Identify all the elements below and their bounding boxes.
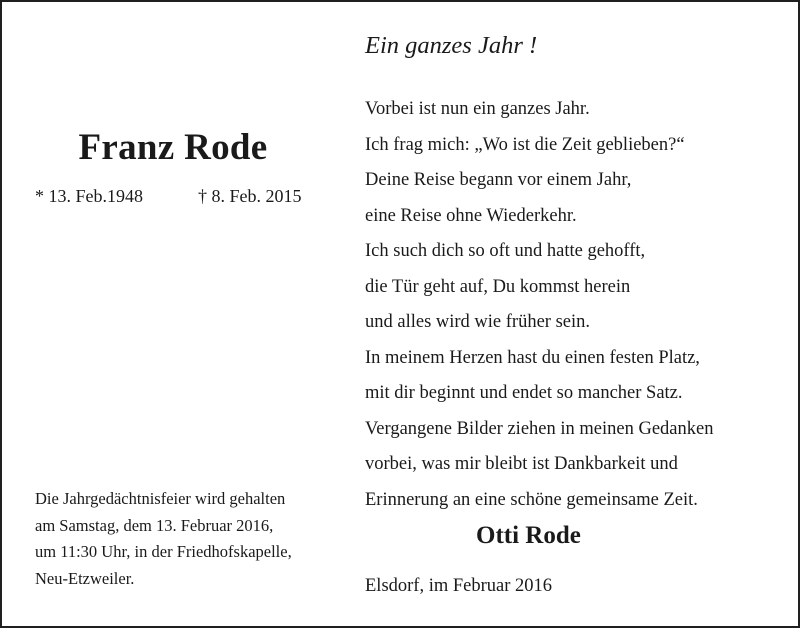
place-and-date: Elsdorf, im Februar 2016 <box>365 576 553 596</box>
memorial-service-notice <box>35 486 345 592</box>
poem-line: Deine Reise begann vor einem Jahr, <box>365 170 632 190</box>
poem-line: Ich such dich so oft und hatte gehofft, <box>365 241 646 261</box>
deceased-name: Franz Rode <box>78 127 268 168</box>
poem-title: Ein ganzes Jahr ! <box>365 32 538 59</box>
birth-date: * 13. Feb.1948 <box>35 186 143 206</box>
poem-line: In meinem Herzen hast du einen festen Platz, <box>365 347 700 368</box>
service-line: am Samstag, dem 13. Februar 2016, <box>35 515 274 535</box>
poem-line: vorbei, was mir bleibt ist Dankbarkeit und <box>365 454 678 474</box>
poem-line: Vorbei ist nun ein ganzes Jahr. <box>365 99 590 119</box>
poem-line: Vergangene Bilder ziehen in meinen Gedanken <box>365 418 714 439</box>
poem-line: Ich frag mich: „Wo ist die Zeit geblieben?“ <box>365 134 685 155</box>
poem <box>365 92 795 518</box>
poem-line: mit dir beginnt und endet so mancher Satz. <box>365 383 683 403</box>
poem-line: und alles wird wie früher sein. <box>365 312 591 332</box>
poem-line: eine Reise ohne Wiederkehr. <box>365 205 577 226</box>
service-line: Die Jahrgedächtnisfeier wird gehalten <box>35 489 286 508</box>
death-date: † 8. Feb. 2015 <box>198 186 302 206</box>
signer-name: Otti Rode <box>476 522 581 549</box>
service-line: um 11:30 Uhr, in der Friedhofskapelle, <box>35 542 292 561</box>
service-line: Neu-Etzweiler. <box>35 568 135 588</box>
poem-line: die Tür geht auf, Du kommst herein <box>365 276 631 297</box>
poem-line: Erinnerung an eine schöne gemeinsame Zeit. <box>365 489 698 510</box>
